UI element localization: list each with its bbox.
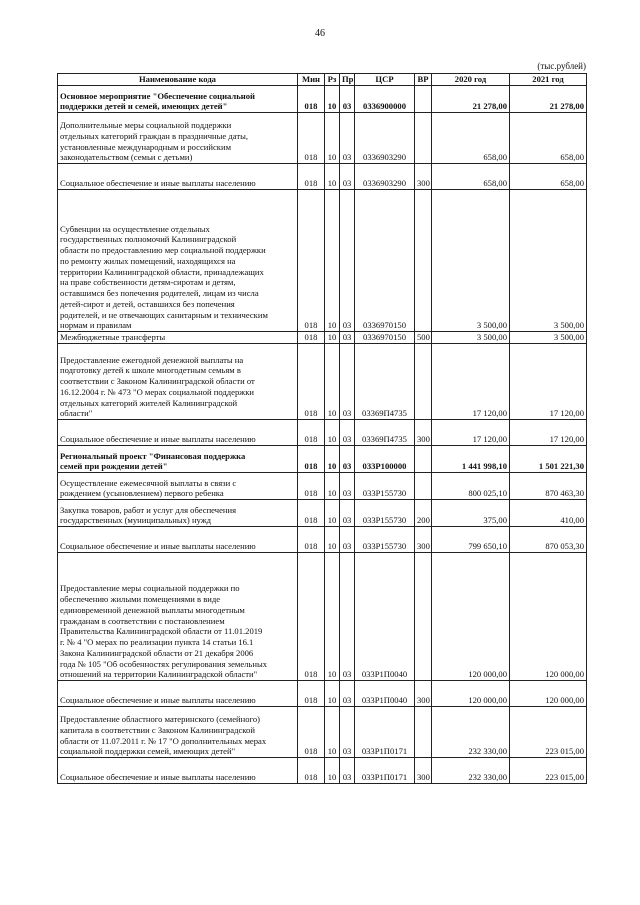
table-row [58, 86, 587, 113]
row-2020: 17 120,00 [432, 420, 510, 446]
row-rz: 10 [325, 164, 340, 190]
table-row [58, 190, 587, 332]
row-name: Социальное обеспечение и иные выплаты населению [58, 527, 298, 553]
header-pr: Пр [340, 74, 355, 86]
row-2020: 21 278,00 [432, 86, 510, 113]
row-pr: 03 [340, 473, 355, 500]
row-name: Субвенции на осуществление отдельных государственных полномочий Калининградской области по предоставлению мер социальной поддержки по ремонту жилых помещений, находящихся на территории Калининградской области, принадлежащих на праве собственности детям-сиротам и детям, оставшимся без попечения родителей, лицам из числа детей-сирот и детей, оставшихся без попечения родителей, и не отвечающих санитарным и техническим нормам и правилам [58, 190, 298, 332]
row-min: 018 [298, 500, 325, 527]
row-2021: 1 501 221,30 [510, 446, 587, 473]
row-min: 018 [298, 553, 325, 681]
row-2021: 870 463,30 [510, 473, 587, 500]
row-2021: 658,00 [510, 113, 587, 164]
row-pr: 03 [340, 86, 355, 113]
row-csr: 0336970150 [355, 332, 415, 344]
row-vr: 200 [415, 500, 432, 527]
row-2021: 410,00 [510, 500, 587, 527]
row-pr: 03 [340, 113, 355, 164]
row-name: Основное мероприятие "Обеспечение социальной поддержки детей и семей, имеющих детей" [58, 86, 298, 113]
row-2021: 223 015,00 [510, 758, 587, 784]
row-pr: 03 [340, 527, 355, 553]
row-pr: 03 [340, 707, 355, 758]
row-min: 018 [298, 164, 325, 190]
row-vr: 300 [415, 420, 432, 446]
row-name: Предоставление меры социальной поддержки по обеспечению жилыми помещениями в виде единовременной денежной выплаты многодетным гражданам в соответствии с постановлением Правительства Калининградской области от 11.01.2019 г. № 4 "О мерах по реализации пункта 14 статьи 16.1 Закона Калининградской области от 21 декабря 2006 года № 105 "Об особенностях регулирования земельных отношений на территории Калининградской области" [58, 553, 298, 681]
table-row [58, 500, 587, 527]
row-csr: 033P1П0040 [355, 553, 415, 681]
row-name: Социальное обеспечение и иные выплаты населению [58, 164, 298, 190]
row-2020: 232 330,00 [432, 758, 510, 784]
row-csr: 0336903290 [355, 113, 415, 164]
row-2020: 800 025,10 [432, 473, 510, 500]
row-name: Межбюджетные трансферты [58, 332, 298, 344]
table-row [58, 473, 587, 500]
row-2021: 223 015,00 [510, 707, 587, 758]
row-2021: 120 000,00 [510, 553, 587, 681]
row-rz: 10 [325, 420, 340, 446]
row-2020: 3 500,00 [432, 190, 510, 332]
row-min: 018 [298, 473, 325, 500]
row-min: 018 [298, 332, 325, 344]
row-2020: 375,00 [432, 500, 510, 527]
row-vr [415, 707, 432, 758]
row-name: Социальное обеспечение и иные выплаты населению [58, 681, 298, 707]
row-rz: 10 [325, 113, 340, 164]
header-csr: ЦСР [355, 74, 415, 86]
row-vr [415, 113, 432, 164]
row-rz: 10 [325, 527, 340, 553]
row-2021: 17 120,00 [510, 344, 587, 420]
row-vr [415, 344, 432, 420]
row-rz: 10 [325, 707, 340, 758]
row-2021: 120 000,00 [510, 681, 587, 707]
row-name: Социальное обеспечение и иные выплаты населению [58, 758, 298, 784]
header-name: Наименование кода [58, 74, 298, 86]
row-2021: 21 278,00 [510, 86, 587, 113]
row-rz: 10 [325, 473, 340, 500]
table-row [58, 446, 587, 473]
row-rz: 10 [325, 758, 340, 784]
row-vr: 300 [415, 527, 432, 553]
row-min: 018 [298, 758, 325, 784]
row-min: 018 [298, 113, 325, 164]
row-rz: 10 [325, 332, 340, 344]
row-2020: 799 650,10 [432, 527, 510, 553]
row-2021: 3 500,00 [510, 190, 587, 332]
row-csr: 033P100000 [355, 446, 415, 473]
row-pr: 03 [340, 758, 355, 784]
row-2021: 17 120,00 [510, 420, 587, 446]
row-pr: 03 [340, 446, 355, 473]
table-row [58, 344, 587, 420]
row-vr: 300 [415, 681, 432, 707]
budget-table [57, 73, 587, 784]
row-2021: 3 500,00 [510, 332, 587, 344]
table-row [58, 707, 587, 758]
row-name: Предоставление областного материнского (семейного) капитала в соответствии с Законом Калининградской области от 11.07.2011 г. № 17 "О дополнительных мерах социальной поддержки семей, имеющих детей" [58, 707, 298, 758]
row-pr: 03 [340, 500, 355, 527]
row-csr: 033P1П0171 [355, 758, 415, 784]
row-rz: 10 [325, 86, 340, 113]
row-2020: 3 500,00 [432, 332, 510, 344]
row-rz: 10 [325, 446, 340, 473]
row-pr: 03 [340, 190, 355, 332]
row-min: 018 [298, 446, 325, 473]
row-vr: 300 [415, 758, 432, 784]
header-min: Мин [298, 74, 325, 86]
row-2020: 120 000,00 [432, 681, 510, 707]
row-rz: 10 [325, 500, 340, 527]
header-2021: 2021 год [510, 74, 587, 86]
row-name: Социальное обеспечение и иные выплаты населению [58, 420, 298, 446]
row-name: Региональный проект "Финансовая поддержка семей при рождении детей" [58, 446, 298, 473]
row-2020: 120 000,00 [432, 553, 510, 681]
row-2020: 658,00 [432, 164, 510, 190]
header-2020: 2020 год [432, 74, 510, 86]
row-2020: 17 120,00 [432, 344, 510, 420]
row-rz: 10 [325, 681, 340, 707]
row-min: 018 [298, 86, 325, 113]
row-vr [415, 190, 432, 332]
row-csr: 033P155730 [355, 473, 415, 500]
table-header-row [58, 74, 587, 86]
row-2020: 232 330,00 [432, 707, 510, 758]
row-vr [415, 86, 432, 113]
row-min: 018 [298, 420, 325, 446]
row-csr: 0336900000 [355, 86, 415, 113]
row-name: Предоставление ежегодной денежной выплаты на подготовку детей к школе многодетным семьям в соответствии с Законом Калининградской области от 16.12.2004 г. № 473 "О мерах социальной поддержки отдельных категорий жителей Калининградской области" [58, 344, 298, 420]
row-vr: 300 [415, 164, 432, 190]
page-number: 46 [315, 28, 325, 39]
row-pr: 03 [340, 553, 355, 681]
row-pr: 03 [340, 420, 355, 446]
row-csr: 033P155730 [355, 500, 415, 527]
row-min: 018 [298, 344, 325, 420]
row-vr [415, 553, 432, 681]
row-rz: 10 [325, 553, 340, 681]
row-vr: 500 [415, 332, 432, 344]
table-row [58, 681, 587, 707]
row-csr: 033P1П0171 [355, 707, 415, 758]
row-pr: 03 [340, 332, 355, 344]
table-row [58, 332, 587, 344]
row-2020: 1 441 998,10 [432, 446, 510, 473]
table-row [58, 527, 587, 553]
table-row [58, 553, 587, 681]
row-min: 018 [298, 527, 325, 553]
row-csr: 0336903290 [355, 164, 415, 190]
row-pr: 03 [340, 344, 355, 420]
row-csr: 033P155730 [355, 527, 415, 553]
row-2021: 870 053,30 [510, 527, 587, 553]
row-rz: 10 [325, 190, 340, 332]
row-vr [415, 446, 432, 473]
row-pr: 03 [340, 681, 355, 707]
row-name: Дополнительные меры социальной поддержки отдельных категорий граждан в праздничные даты, установленные международным и российским законодательством (семьи с детьми) [58, 113, 298, 164]
row-csr: 0336970150 [355, 190, 415, 332]
table-row [58, 164, 587, 190]
units-note: (тыс.рублей) [537, 61, 586, 71]
row-min: 018 [298, 707, 325, 758]
row-min: 018 [298, 190, 325, 332]
row-pr: 03 [340, 164, 355, 190]
row-2021: 658,00 [510, 164, 587, 190]
row-rz: 10 [325, 344, 340, 420]
row-csr: 033P1П0040 [355, 681, 415, 707]
header-vr: ВР [415, 74, 432, 86]
table-row [58, 758, 587, 784]
row-name: Осуществление ежемесячной выплаты в связи с рождением (усыновлением) первого ребенка [58, 473, 298, 500]
row-csr: 03369П4735 [355, 420, 415, 446]
header-rz: Рз [325, 74, 340, 86]
row-vr [415, 473, 432, 500]
row-min: 018 [298, 681, 325, 707]
row-csr: 03369П4735 [355, 344, 415, 420]
table-row [58, 420, 587, 446]
table-row [58, 113, 587, 164]
row-2020: 658,00 [432, 113, 510, 164]
row-name: Закупка товаров, работ и услуг для обеспечения государственных (муниципальных) нужд [58, 500, 298, 527]
